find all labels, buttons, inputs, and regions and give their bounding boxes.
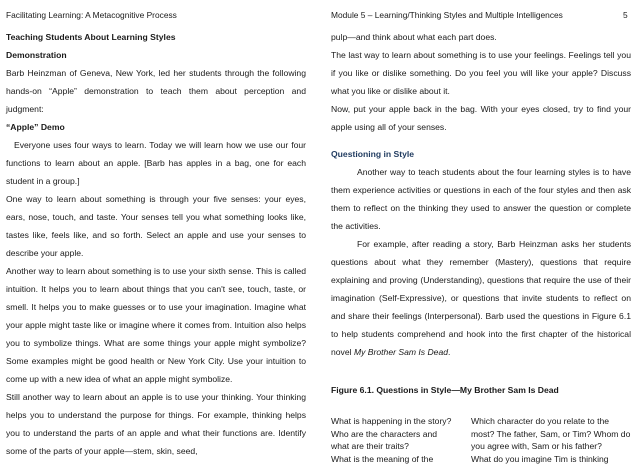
section-heading: Teaching Students About Learning Styles (6, 28, 306, 46)
paragraph: Still another way to learn about an apple is to use your thinking. Your thinking helps you to understand the purpose for things. For example, thinking helps you to understand the parts of an apple and what their functions are. Identify some of the parts of your apple—stem, skin, seed, (6, 388, 306, 460)
table-row (331, 440, 631, 453)
book-title: My Brother Sam Is Dead (354, 347, 448, 357)
table-cell: what are their traits? (331, 440, 471, 453)
paragraph: Another way to teach students about the four learning styles is to have them experience activities or questions in each of the four styles and then ask them to reflect on the thinking they used to answer the question or complete the activities. (331, 163, 631, 235)
right-column (331, 28, 631, 465)
subheading: Demonstration (6, 46, 306, 64)
figure-caption: Figure 6.1. Questions in Style—My Brother Sam Is Dead (331, 381, 631, 399)
paragraph: One way to learn about something is through your five senses: your eyes, ears, nose, touch, and taste. Your senses tell you what something looks like, tastes like, feels like, and so forth. Select an apple and use your senses to describe your apple. (6, 190, 306, 262)
paragraph: pulp—and think about what each part does. (331, 28, 631, 46)
table-cell: Which character do you relate to the (471, 415, 631, 428)
section-title: Questioning in Style (331, 145, 631, 163)
left-column (6, 28, 306, 460)
paragraph: Now, put your apple back in the bag. With your eyes closed, try to find your apple using all of your senses. (331, 100, 631, 136)
paragraph: Everyone uses four ways to learn. Today we will learn how we use our four functions to learn about an apple. [Barb has apples in a bag, one for each student in a group.] (6, 136, 306, 190)
header-left-title: Facilitating Learning: A Metacognitive Process (6, 10, 177, 20)
paragraph: Another way to learn about something is to use your sixth sense. This is called intuition. It helps you to learn about things that you can't see, touch, taste, or smell. It helps you to make guesses or to use your imagination. Imagine what your apple might taste like or imagine where it comes from. Intuition also helps you to symbolize things. What are some things your apple might symbolize? Some examples might be good health or New York City. Use your intuition to come up with a new idea of what an apple might symbolize. (6, 262, 306, 388)
questions-table (331, 415, 631, 465)
header-right-title: Module 5 – Learning/Thinking Styles and Multiple Intelligences (331, 10, 563, 20)
table-cell: What is happening in the story? (331, 415, 471, 428)
table-row (331, 415, 631, 428)
paragraph-text: For example, after reading a story, Barb Heinzman asks her students questions about what they remember (Mastery), questions that require explaining and proving (Understanding), questions that require the use of their imagination (Self-Expressive), or questions that invite students to reflect on and share their feelings (Interpersonal). Barb used the questions in Figure 6.1 to help students comprehend and hook into the first chapter of the historical novel (331, 239, 631, 357)
paragraph (331, 235, 631, 361)
table-cell: What is the meaning of the (331, 453, 471, 465)
table-row (331, 453, 631, 465)
table-cell: you agree with, Sam or his father? (471, 440, 631, 453)
demo-title: “Apple” Demo (6, 118, 306, 136)
paragraph: The last way to learn about something is to use your feelings. Feelings tell you if you like or dislike something. Do you feel you will like your apple? Discuss what you like or dislike about it. (331, 46, 631, 100)
intro-paragraph: Barb Heinzman of Geneva, New York, led her students through the following hands-on “Apple” demonstration to teach them about perception and judgment: (6, 64, 306, 118)
table-cell: most? The father, Sam, or Tim? Whom do (471, 428, 631, 441)
table-cell: Who are the characters and (331, 428, 471, 441)
table-cell: What do you imagine Tim is thinking (471, 453, 631, 465)
paragraph-text: . (448, 347, 450, 357)
page-number: 5 (623, 10, 628, 20)
table-row (331, 428, 631, 441)
